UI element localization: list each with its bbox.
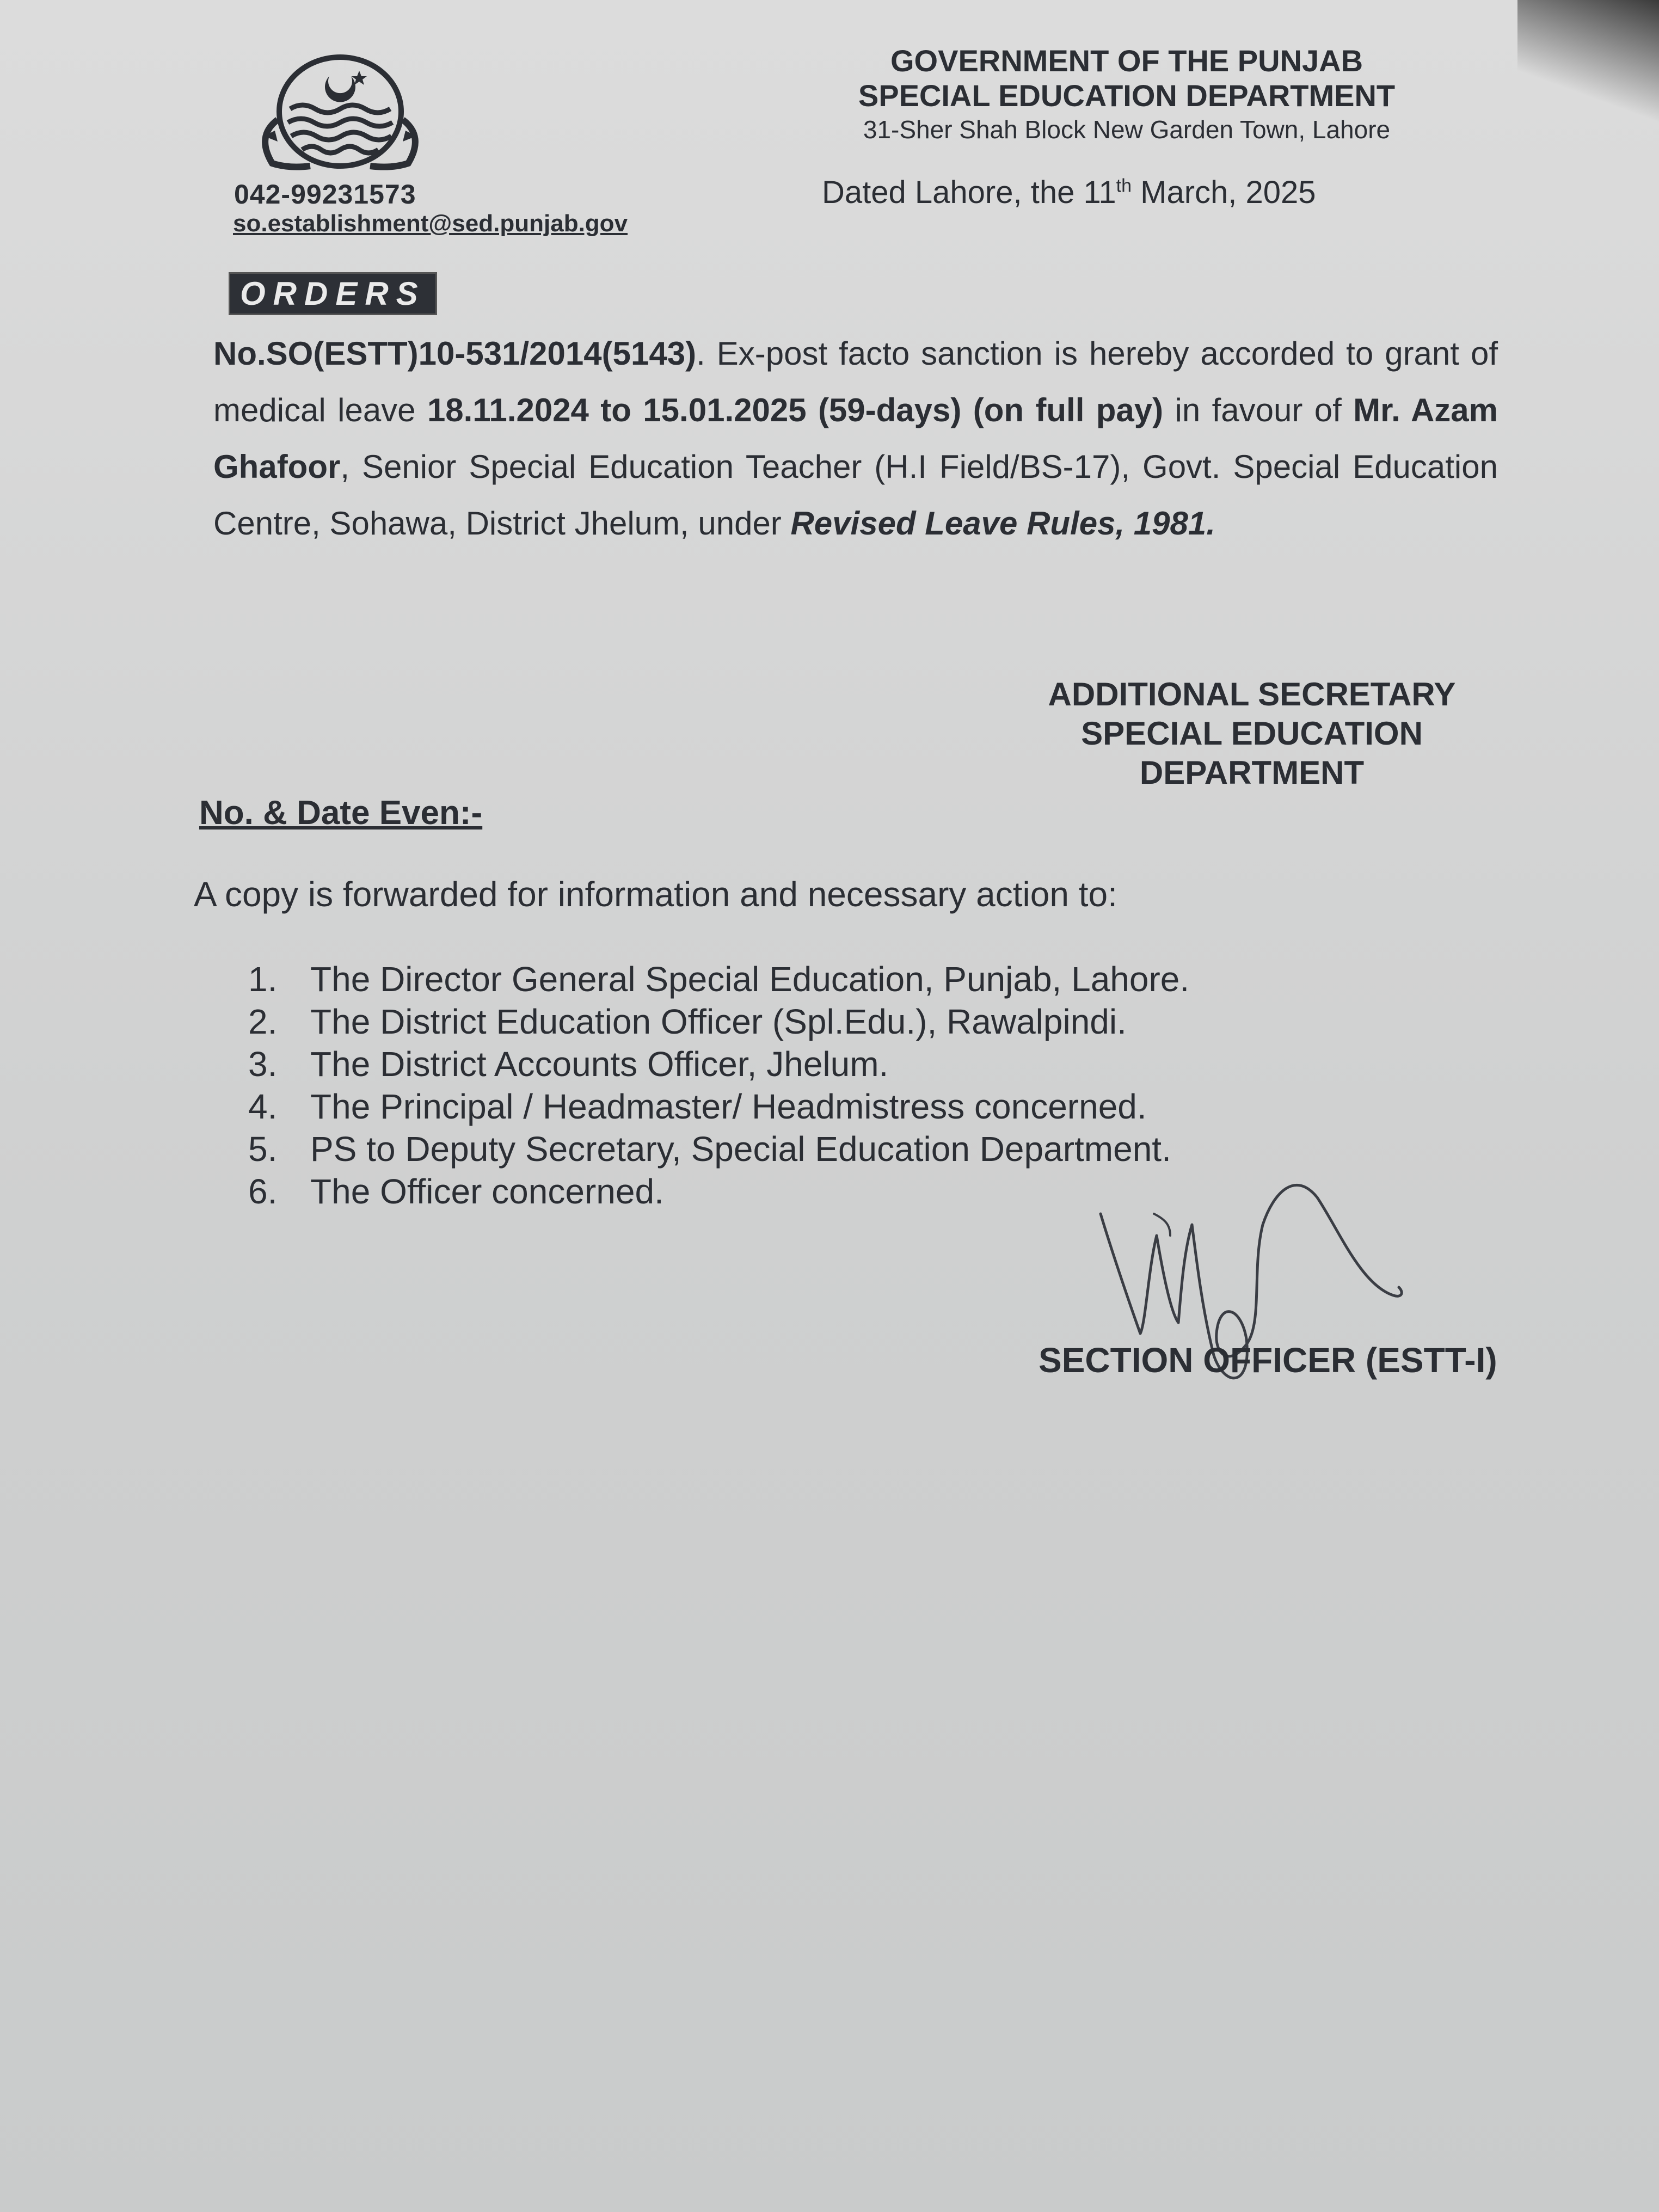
signatory-line-1: ADDITIONAL SECRETARY xyxy=(1048,676,1456,712)
list-item xyxy=(248,1085,1189,1128)
government-title: GOVERNMENT OF THE PUNJAB xyxy=(890,44,1363,78)
list-item-number: 6. xyxy=(248,1172,278,1211)
order-number: No.SO(ESTT)10-531/2014(5143) xyxy=(213,335,697,372)
order-paragraph xyxy=(213,325,1498,552)
list-item xyxy=(248,958,1189,1000)
date-prefix: Dated Lahore, the 11 xyxy=(822,175,1116,210)
list-item xyxy=(248,1170,1189,1213)
leave-period: 18.11.2024 to 15.01.2025 (59-days) (on full pay) xyxy=(427,392,1164,428)
signatory-line-2: SPECIAL EDUCATION xyxy=(1081,715,1423,752)
order-text-3: , Senior Special Education Teacher (H.I Field/BS-17), Govt. Special Education Centre, Sohawa, District Jhelum, under xyxy=(213,448,1498,542)
orders-heading: ORDERS xyxy=(229,272,437,315)
list-item xyxy=(248,1043,1189,1085)
list-item-text: The Director General Special Education, Punjab, Lahore. xyxy=(310,960,1190,999)
copy-to-list xyxy=(248,958,1189,1213)
list-item xyxy=(248,1000,1189,1043)
signatory-line-3: DEPARTMENT xyxy=(1139,754,1365,791)
section-officer-title: SECTION OFFICER (ESTT-I) xyxy=(1039,1341,1497,1380)
list-item xyxy=(248,1128,1189,1170)
list-item-number: 2. xyxy=(248,1002,278,1041)
date-rest: March, 2025 xyxy=(1132,175,1316,210)
list-item-text: The District Accounts Officer, Jhelum. xyxy=(310,1044,889,1084)
date-ordinal: th xyxy=(1116,175,1132,196)
date-line xyxy=(822,174,1316,211)
order-text-2: in favour of xyxy=(1163,392,1354,428)
list-item-number: 5. xyxy=(248,1129,278,1169)
punjab-emblem-icon xyxy=(248,54,433,180)
letterhead-header xyxy=(822,44,1431,146)
office-phone: 042-99231573 xyxy=(234,179,416,210)
additional-secretary-block xyxy=(1012,675,1491,792)
list-item-text: The Officer concerned. xyxy=(310,1172,664,1211)
list-item-number: 1. xyxy=(248,960,278,999)
list-item-text: The Principal / Headmaster/ Headmistress concerned. xyxy=(310,1087,1147,1126)
list-item-text: PS to Deputy Secretary, Special Education Department. xyxy=(310,1129,1171,1169)
no-date-even-heading: No. & Date Even:- xyxy=(199,794,483,832)
office-email: so.establishment@sed.punjab.gov xyxy=(233,210,628,237)
leave-rules: Revised Leave Rules, 1981. xyxy=(790,505,1215,542)
list-item-number: 4. xyxy=(248,1087,278,1126)
employee-name: Mr. Azam Ghafoor xyxy=(213,392,1498,485)
list-item-text: The District Education Officer (Spl.Edu.), Rawalpindi. xyxy=(310,1002,1127,1041)
forward-text: A copy is forwarded for information and necessary action to: xyxy=(194,875,1117,914)
order-text-1: . Ex-post facto sanction is hereby accorded to grant of medical leave xyxy=(213,335,1498,428)
department-title: SPECIAL EDUCATION DEPARTMENT xyxy=(858,78,1396,113)
list-item-number: 3. xyxy=(248,1044,278,1084)
department-address: 31-Sher Shah Block New Garden Town, Lahore xyxy=(863,115,1391,144)
